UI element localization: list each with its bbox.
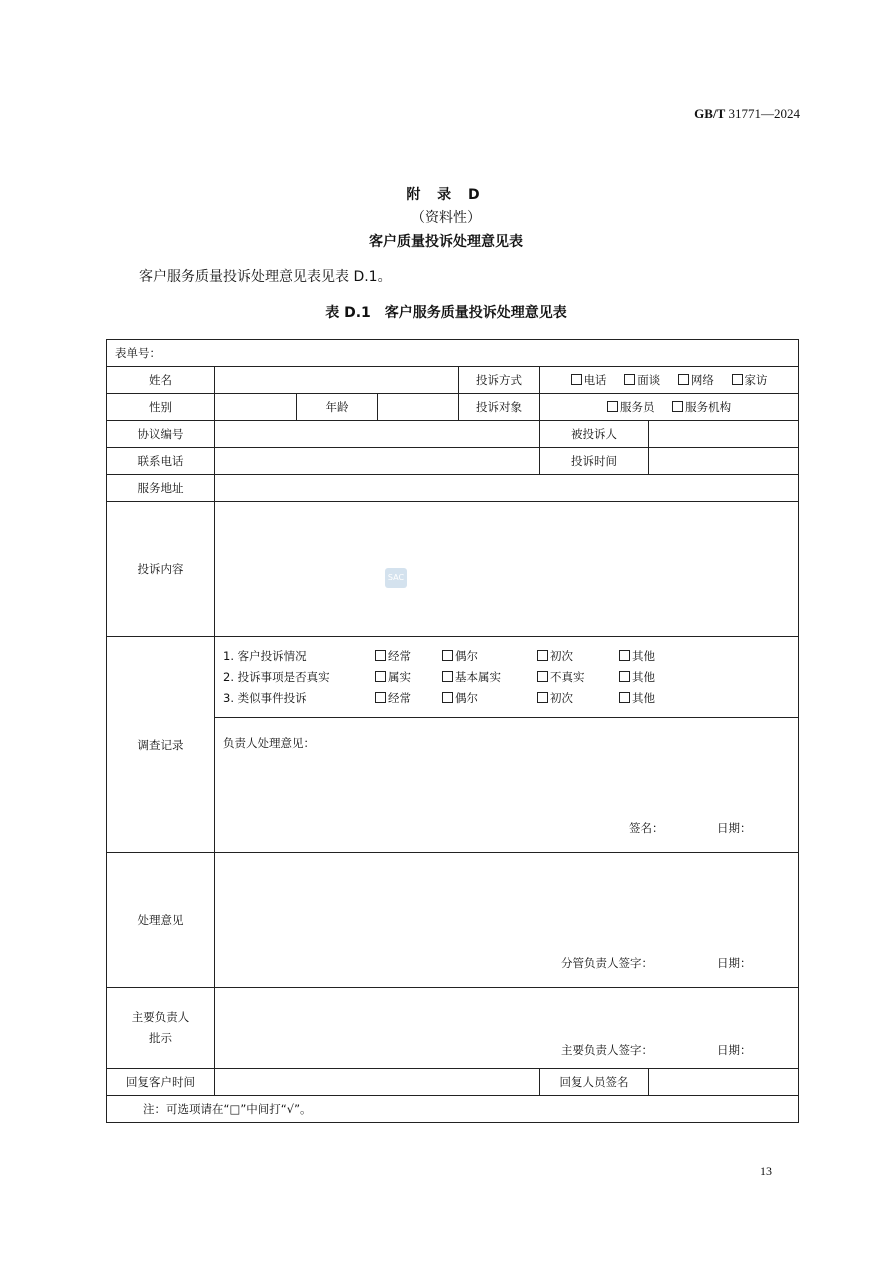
- investigation-item-frequency: 1. 客户投诉情况 经常 偶尔 初次 其他: [215, 646, 798, 667]
- checkbox-option[interactable]: 属实: [375, 667, 442, 688]
- main-head-approval-cell[interactable]: [215, 988, 799, 1069]
- reply-staff-signature-field[interactable]: [649, 1069, 799, 1096]
- checkbox-home-visit[interactable]: 家访: [732, 373, 768, 387]
- responsible-opinion-label: 负责人处理意见：: [223, 736, 315, 750]
- name-field[interactable]: [215, 367, 459, 394]
- intro-paragraph: 客户服务质量投诉处理意见表见表 D.1。: [139, 269, 392, 285]
- age-label: 年龄: [297, 394, 378, 421]
- complaint-time-label: 投诉时间: [540, 448, 649, 475]
- complaint-content-label: 投诉内容: [107, 502, 215, 637]
- agreement-number-label: 协议编号: [107, 421, 215, 448]
- complaint-target-options: [540, 394, 799, 421]
- handling-opinion-label: 处理意见: [107, 853, 215, 988]
- appendix-subtitle: 客户质量投诉处理意见表: [369, 234, 523, 250]
- appendix-title: 附 录 D: [406, 187, 486, 203]
- division-head-signature-label: 分管负责人签字：: [561, 956, 653, 970]
- investigation-item-truthfulness: 2. 投诉事项是否真实 属实 基本属实 不真实 其他: [215, 667, 798, 688]
- age-field[interactable]: [378, 394, 459, 421]
- complaint-method-options: [540, 367, 799, 394]
- checkbox-phone[interactable]: 电话: [571, 373, 607, 387]
- main-head-signature-label: 主要负责人签字：: [561, 1043, 653, 1057]
- checkbox-option[interactable]: 不真实: [537, 667, 619, 688]
- phone-field[interactable]: [215, 448, 540, 475]
- page-number: 13: [760, 1164, 772, 1178]
- handling-opinion-cell[interactable]: [215, 853, 799, 988]
- checkbox-service-staff[interactable]: 服务员: [607, 400, 655, 414]
- complaint-target-label: 投诉对象: [459, 394, 540, 421]
- date-label: 日期：: [717, 1043, 752, 1057]
- complaint-form-table: [106, 339, 799, 1123]
- complaint-method-label: 投诉方式: [459, 367, 540, 394]
- date-label: 日期：: [717, 956, 752, 970]
- respondent-label: 被投诉人: [540, 421, 649, 448]
- investigation-label: 调查记录: [107, 637, 215, 853]
- main-head-label: 主要负责人 批示: [107, 988, 215, 1069]
- checkbox-option[interactable]: 其他: [619, 688, 699, 709]
- service-address-field[interactable]: [215, 475, 799, 502]
- complaint-time-field[interactable]: [649, 448, 799, 475]
- appendix-type: （资料性）: [411, 210, 481, 226]
- checkbox-service-org[interactable]: 服务机构: [672, 400, 731, 414]
- checkbox-online[interactable]: 网络: [678, 373, 714, 387]
- service-address-label: 服务地址: [107, 475, 215, 502]
- respondent-field[interactable]: [649, 421, 799, 448]
- agreement-number-field[interactable]: [215, 421, 540, 448]
- form-note: 注：可选项请在“□”中间打“√”。: [107, 1096, 799, 1123]
- checkbox-option[interactable]: 偶尔: [442, 646, 537, 667]
- phone-label: 联系电话: [107, 448, 215, 475]
- checkbox-option[interactable]: 其他: [619, 667, 699, 688]
- investigation-items: [215, 637, 799, 718]
- watermark-logo: SAC: [385, 568, 407, 588]
- checkbox-option[interactable]: 经常: [375, 646, 442, 667]
- investigation-item-similar: 3. 类似事件投诉 经常 偶尔 初次 其他: [215, 688, 798, 709]
- reply-staff-signature-label: 回复人员签名: [540, 1069, 649, 1096]
- reply-time-label: 回复客户时间: [107, 1069, 215, 1096]
- responsible-opinion-cell[interactable]: [215, 718, 799, 853]
- checkbox-option[interactable]: 其他: [619, 646, 699, 667]
- checkbox-option[interactable]: 经常: [375, 688, 442, 709]
- checkbox-in-person[interactable]: 面谈: [624, 373, 660, 387]
- checkbox-option[interactable]: 初次: [537, 646, 619, 667]
- table-caption: 表 D.1 客户服务质量投诉处理意见表: [325, 305, 567, 321]
- checkbox-option[interactable]: 初次: [537, 688, 619, 709]
- gender-label: 性别: [107, 394, 215, 421]
- signature-label: 签名：: [629, 821, 664, 835]
- complaint-content-field[interactable]: [215, 502, 799, 637]
- standard-number: GB/T 31771—2024: [694, 106, 800, 121]
- checkbox-option[interactable]: 偶尔: [442, 688, 537, 709]
- gender-field[interactable]: [215, 394, 297, 421]
- name-label: 姓名: [107, 367, 215, 394]
- checkbox-option[interactable]: 基本属实: [442, 667, 537, 688]
- date-label: 日期：: [717, 821, 752, 835]
- form-number-label: 表单号：: [107, 340, 799, 367]
- reply-time-field[interactable]: [215, 1069, 540, 1096]
